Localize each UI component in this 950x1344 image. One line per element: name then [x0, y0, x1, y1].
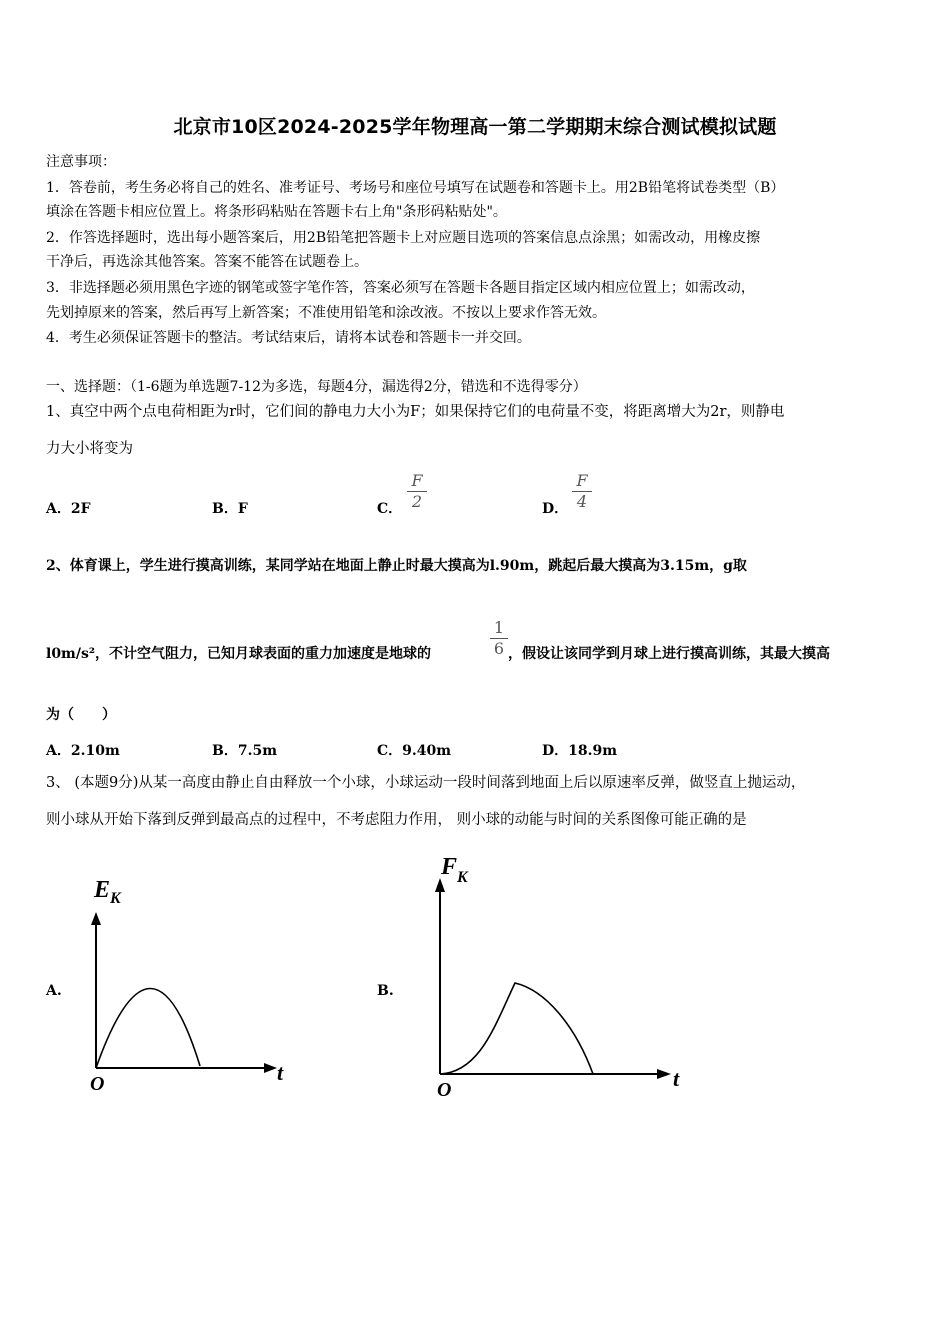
- q2-stem: l0m/s²，不计空气阻力，已知月球表面的重力加速度是地球的: [46, 646, 431, 662]
- y-axis-label: $E_K$: [94, 877, 121, 907]
- q2-option-b: B．7.5m: [212, 743, 278, 759]
- q3-option-b: B.: [377, 983, 394, 999]
- origin-label: O: [437, 1079, 452, 1101]
- curve-b: [440, 983, 593, 1074]
- fraction-numerator: F: [576, 471, 588, 490]
- q3-option-a: A.: [46, 983, 62, 999]
- q1-fraction-d: [572, 472, 592, 511]
- fraction-numerator: 1: [493, 618, 505, 637]
- curve-a: [96, 988, 200, 1068]
- q3-stem: 3、 (本题9分)从某一高度由静止自由释放一个小球，小球运动一段时间落到地面上后以原速率反弹，做竖直上抛运动，: [46, 775, 806, 791]
- q3-stem: 则小球从开始下落到反弹到最高点的过程中，不考虑阻力作用， 则小球的动能与时间的关系图像可能正确的是: [46, 812, 747, 828]
- q3-graph-a: [80, 870, 310, 1100]
- y-axis-arrow-icon: [91, 912, 101, 925]
- q2-fraction: [490, 619, 508, 658]
- q1-stem: 力大小将变为: [46, 441, 133, 457]
- section-heading: 一、选择题：（1-6题为单选题7-12为多选，每题4分，漏选得2分，错选和不选得零分）: [46, 379, 587, 395]
- x-axis-arrow-icon: [264, 1063, 277, 1073]
- fraction-denominator: 2: [411, 492, 423, 511]
- fraction-numerator: F: [411, 471, 423, 490]
- notice-line: 干净后，再选涂其他答案。答案不能答在试题卷上。: [46, 254, 368, 270]
- notice-line: 2．作答选择题时，选出每小题答案后，用2B铅笔把答题卡上对应题目选项的答案信息点涂黑；如需改动，用橡皮擦: [46, 230, 761, 246]
- q2-option-c: C．9.40m: [377, 743, 452, 759]
- q3-graph-b: [425, 850, 695, 1110]
- x-axis-label: t: [673, 1066, 680, 1091]
- fraction-denominator: 4: [576, 492, 588, 511]
- q2-option-a: A．2.10m: [46, 743, 120, 759]
- y-axis-label: $F_K$: [441, 854, 468, 886]
- q1-stem: 1、真空中两个点电荷相距为r时，它们间的静电力大小为F；如果保持它们的电荷量不变，将距离增大为2r，则静电: [46, 404, 785, 420]
- notice-line: 4．考生必须保证答题卡的整洁。考试结束后，请将本试卷和答题卡一并交回。: [46, 330, 531, 346]
- q1-option-d: D．: [542, 501, 569, 517]
- y-axis-arrow-icon: [435, 878, 445, 892]
- notice-line: 填涂在答题卡相应位置上。将条形码粘贴在答题卡右上角"条形码粘贴处"。: [46, 204, 507, 220]
- x-axis-label: t: [277, 1060, 284, 1085]
- q1-option-c: C．: [377, 501, 403, 517]
- q1-option-b: B．F: [212, 501, 248, 517]
- q2-stem: 2、体育课上，学生进行摸高训练，某同学站在地面上静止时最大摸高为l.90m，跳起后最大摸高为3.15m，g取: [46, 558, 747, 574]
- q1-fraction-c: [407, 472, 427, 511]
- notice-heading: 注意事项：: [46, 154, 116, 170]
- q2-stem: 为（ ）: [46, 707, 116, 723]
- notice-line: 1．答卷前，考生务必将自己的姓名、准考证号、考场号和座位号填写在试题卷和答题卡上。用2B铅笔将试卷类型（B）: [46, 180, 785, 196]
- x-axis-arrow-icon: [657, 1069, 671, 1079]
- q2-stem: ，假设让该同学到月球上进行摸高训练，其最大摸高: [508, 646, 830, 662]
- notice-line: 先划掉原来的答案，然后再写上新答案；不准使用铅笔和涂改液。不按以上要求作答无效。: [46, 305, 606, 321]
- origin-label: O: [90, 1073, 105, 1095]
- q2-option-d: D．18.9m: [542, 743, 618, 759]
- page-title: 北京市10区2024-2025学年物理高一第二学期期末综合测试模拟试题: [173, 116, 777, 138]
- q1-option-a: A．2F: [46, 501, 91, 517]
- fraction-denominator: 6: [493, 639, 505, 658]
- notice-line: 3．非选择题必须用黑色字迹的钢笔或签字笔作答，答案必须写在答题卡各题目指定区域内相应位置上；如需改动，: [46, 280, 755, 296]
